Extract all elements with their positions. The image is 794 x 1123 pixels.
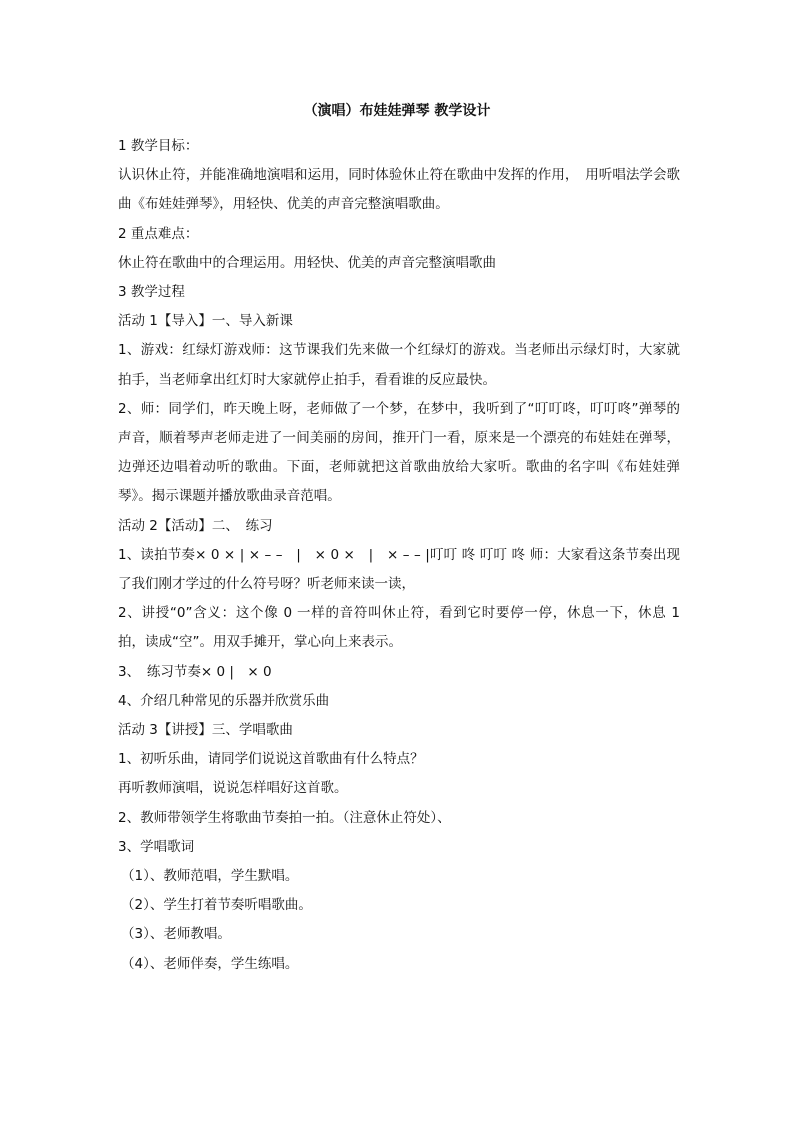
paragraph-key-points: 休止符在歌曲中的合理运用。用轻快、优美的声音完整演唱歌曲 — [118, 254, 496, 271]
paragraph-game: 1、游戏：红绿灯游戏师：这节课我们先来做一个红绿灯的游戏。当老师出示绿灯时，大家就拍手，当老师拿出红灯时大家就停止拍手，看看谁的反应最快。 — [118, 342, 680, 388]
paragraph-story: 2、师：同学们，昨天晚上呀，老师做了一个梦，在梦中，我听到了“叮叮咚，叮叮咚”弹琴的声音，顺着琴声老师走进了一间美丽的房间，推开门一看，原来是一个漂亮的布娃娃在弹琴，边弹还边唱着动听的歌曲。下面，老师就把这首歌曲放给大家听。歌曲的名字叫《布娃娃弹琴》。揭示课题并播放歌曲录音范唱。 — [118, 400, 680, 505]
activity-heading-1: 活动 1【导入】一、导入新课 — [118, 313, 293, 330]
list-item-step-4: （4）、老师伴奏，学生练唱。 — [121, 955, 299, 972]
document-title: （演唱）布娃娃弹琴 教学设计 — [303, 103, 491, 119]
activity-heading-3: 活动 3【讲授】三、学唱歌曲 — [118, 722, 293, 739]
paragraph-learn-lyrics: 3、学唱歌词 — [118, 838, 195, 855]
section-heading-key-points: 2 重点难点： — [118, 225, 199, 242]
paragraph-rest-meaning: 2、讲授“0”含义：这个像 0 一样的音符叫休止符，看到它时要停一停，休息一下，休息 1 拍，读成“空”。用双手摊开，掌心向上来表示。 — [118, 605, 680, 651]
list-item-step-2: （2）、学生打着节奏听唱歌曲。 — [121, 897, 312, 914]
section-heading-objectives: 1 教学目标： — [118, 138, 199, 154]
activity-heading-2: 活动 2【活动】二、 练习 — [118, 517, 273, 534]
paragraph-first-listen: 1、初听乐曲，请同学们说说这首歌曲有什么特点？ — [118, 751, 424, 768]
list-item-step-1: （1）、教师范唱，学生默唱。 — [121, 868, 299, 885]
paragraph-listen-again: 再听教师演唱，说说怎样唱好这首歌。 — [118, 780, 348, 797]
paragraph-objectives: 认识休止符，并能准确地演唱和运用，同时体验休止符在歌曲中发挥的作用， 用听唱法学会歌曲《布娃娃弹琴》，用轻快、优美的声音完整演唱歌曲。 — [118, 167, 680, 213]
paragraph-clap-rhythm: 2、教师带领学生将歌曲节奏拍一拍。（注意休止符处）、 — [118, 809, 451, 826]
paragraph-practice-rhythm: 3、 练习节奏× 0 | × 0 — [118, 663, 272, 680]
document-body — [118, 132, 680, 979]
list-item-step-3: （3）、老师教唱。 — [121, 926, 231, 943]
paragraph-instruments: 4、介绍几种常见的乐器并欣赏乐曲 — [118, 692, 330, 709]
section-heading-process: 3 教学过程 — [118, 284, 185, 301]
paragraph-rhythm: 1、读拍节奏× 0 × | × – – | × 0 × | × – – |叮叮 咚 叮叮 咚 师：大家看这条节奏出现了我们刚才学过的什么符号呀？听老师来读一读， — [118, 546, 680, 593]
